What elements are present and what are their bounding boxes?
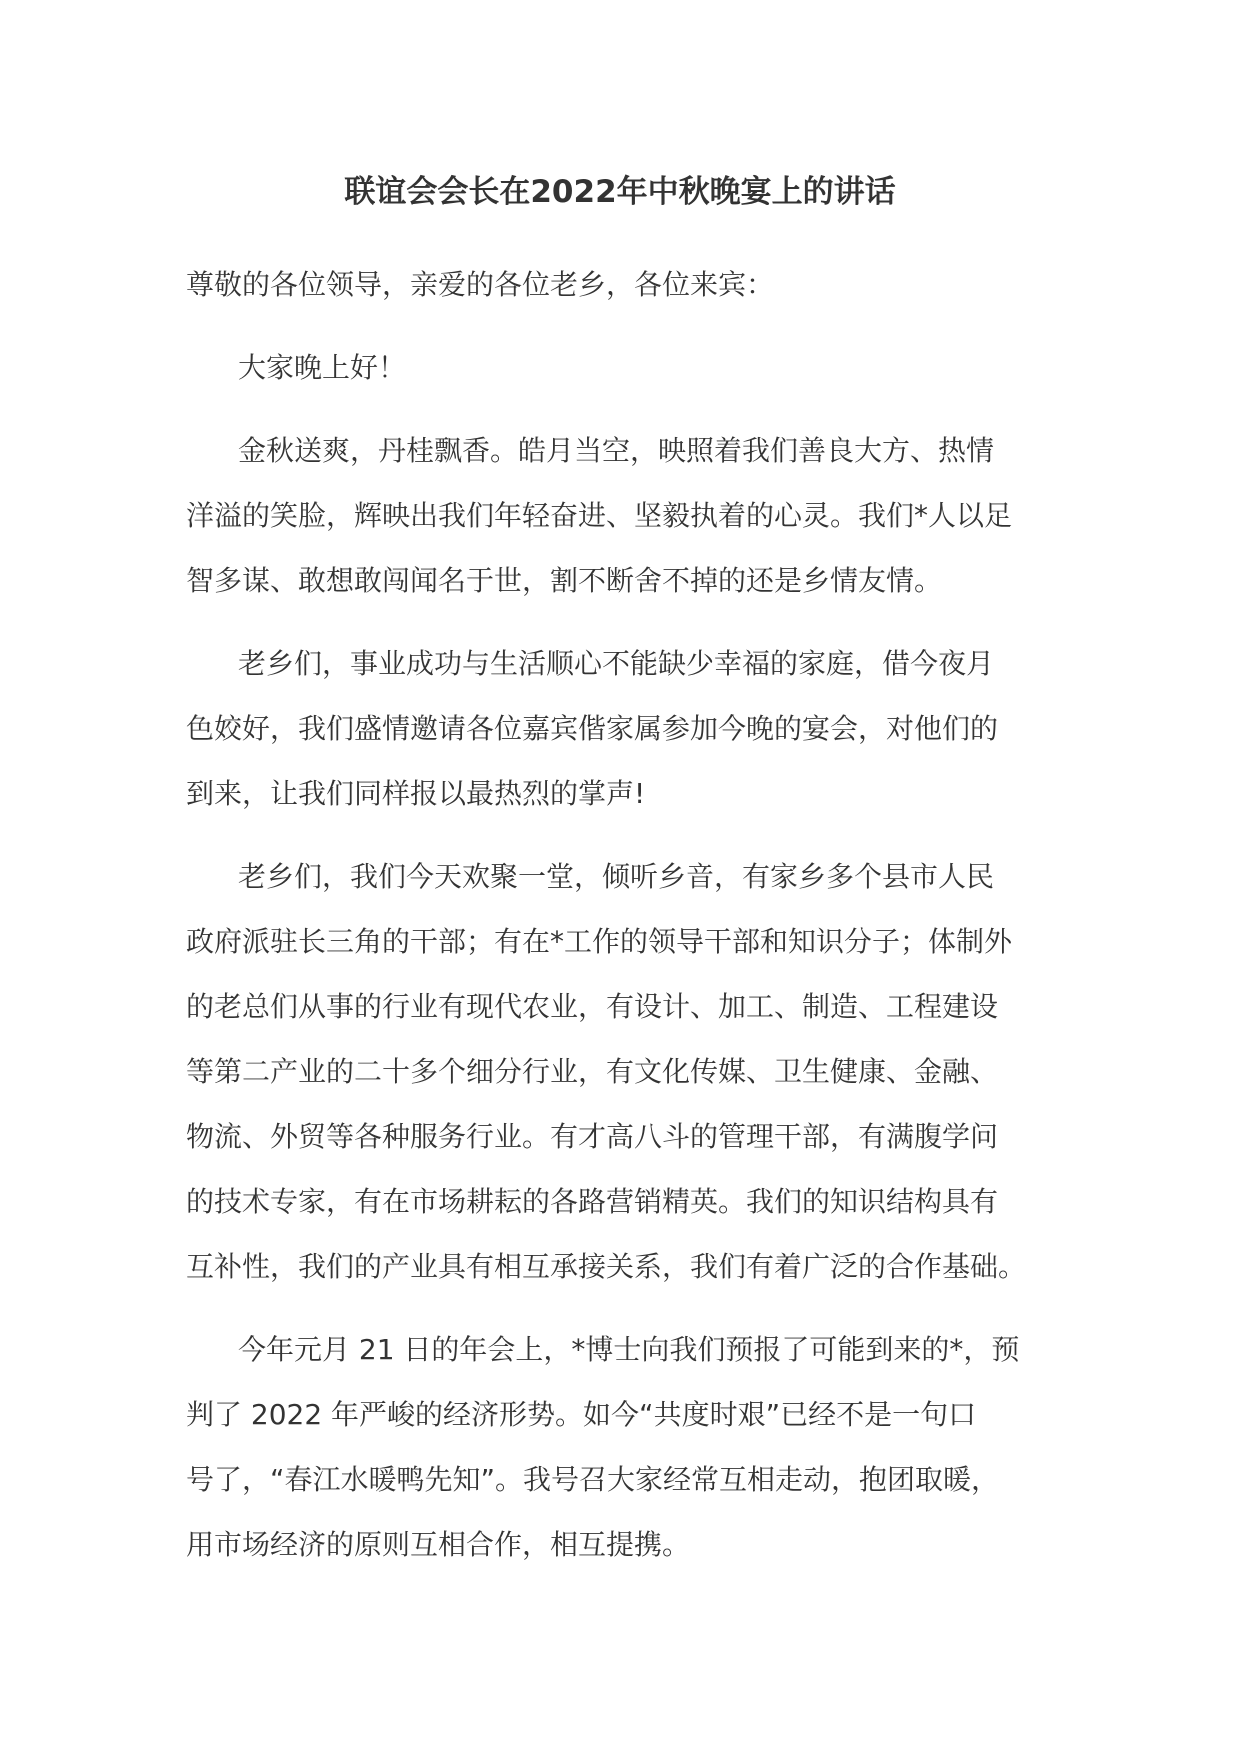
paragraph-line: 洋溢的笑脸，辉映出我们年轻奋进、坚毅执着的心灵。我们*人以足 xyxy=(186,499,1013,532)
paragraph-greeting xyxy=(186,335,1066,400)
document-title: 联谊会会长在2022年中秋晚宴上的讲话 xyxy=(344,174,896,210)
paragraph-line: 智多谋、敢想敢闯闻名于世，割不断舍不掉的还是乡情友情。 xyxy=(186,564,943,597)
paragraph-line: 用市场经济的原则互相合作，相互提携。 xyxy=(186,1528,691,1561)
paragraph-line: 的老总们从事的行业有现代农业，有设计、加工、制造、工程建设 xyxy=(186,990,999,1023)
paragraph-autumn xyxy=(186,418,1066,613)
paragraph-line: 今年元月 21 日的年会上，*博士向我们预报了可能到来的*，预 xyxy=(238,1333,1020,1366)
paragraph-line: 老乡们，我们今天欢聚一堂，倾听乡音，有家乡多个县市人民 xyxy=(238,860,995,893)
paragraph-gathering xyxy=(186,844,1066,1299)
salutation-line: 尊敬的各位领导，亲爱的各位老乡，各位来宾： xyxy=(186,268,775,301)
paragraph-line: 号了，“春江水暖鸭先知”。我号召大家经常互相走动，抱团取暖， xyxy=(186,1463,1000,1496)
paragraph-line: 的技术专家，有在市场耕耘的各路营销精英。我们的知识结构具有 xyxy=(186,1185,999,1218)
paragraph-economy xyxy=(186,1317,1066,1577)
paragraph-line: 互补性，我们的产业具有相互承接关系，我们有着广泛的合作基础。 xyxy=(186,1250,1027,1283)
paragraph-line: 金秋送爽，丹桂飘香。皓月当空，映照着我们善良大方、热情 xyxy=(238,434,995,467)
paragraph-line: 等第二产业的二十多个细分行业，有文化传媒、卫生健康、金融、 xyxy=(186,1055,999,1088)
paragraph-line: 判了 2022 年严峻的经济形势。如今“共度时艰”已经不是一句口 xyxy=(186,1398,977,1431)
paragraph-line: 政府派驻长三角的干部；有在*工作的领导干部和知识分子；体制外 xyxy=(186,925,1013,958)
paragraph-line: 大家晚上好！ xyxy=(238,351,407,384)
paragraph-line: 老乡们，事业成功与生活顺心不能缺少幸福的家庭，借今夜月 xyxy=(238,647,995,680)
paragraph-family xyxy=(186,631,1066,826)
paragraph-line: 物流、外贸等各种服务行业。有才高八斗的管理干部，有满腹学问 xyxy=(186,1120,999,1153)
paragraph-line: 色姣好，我们盛情邀请各位嘉宾偕家属参加今晚的宴会，对他们的 xyxy=(186,712,999,745)
speech-body xyxy=(186,252,1066,1577)
paragraph-line: 到来，让我们同样报以最热烈的掌声! xyxy=(186,777,646,810)
